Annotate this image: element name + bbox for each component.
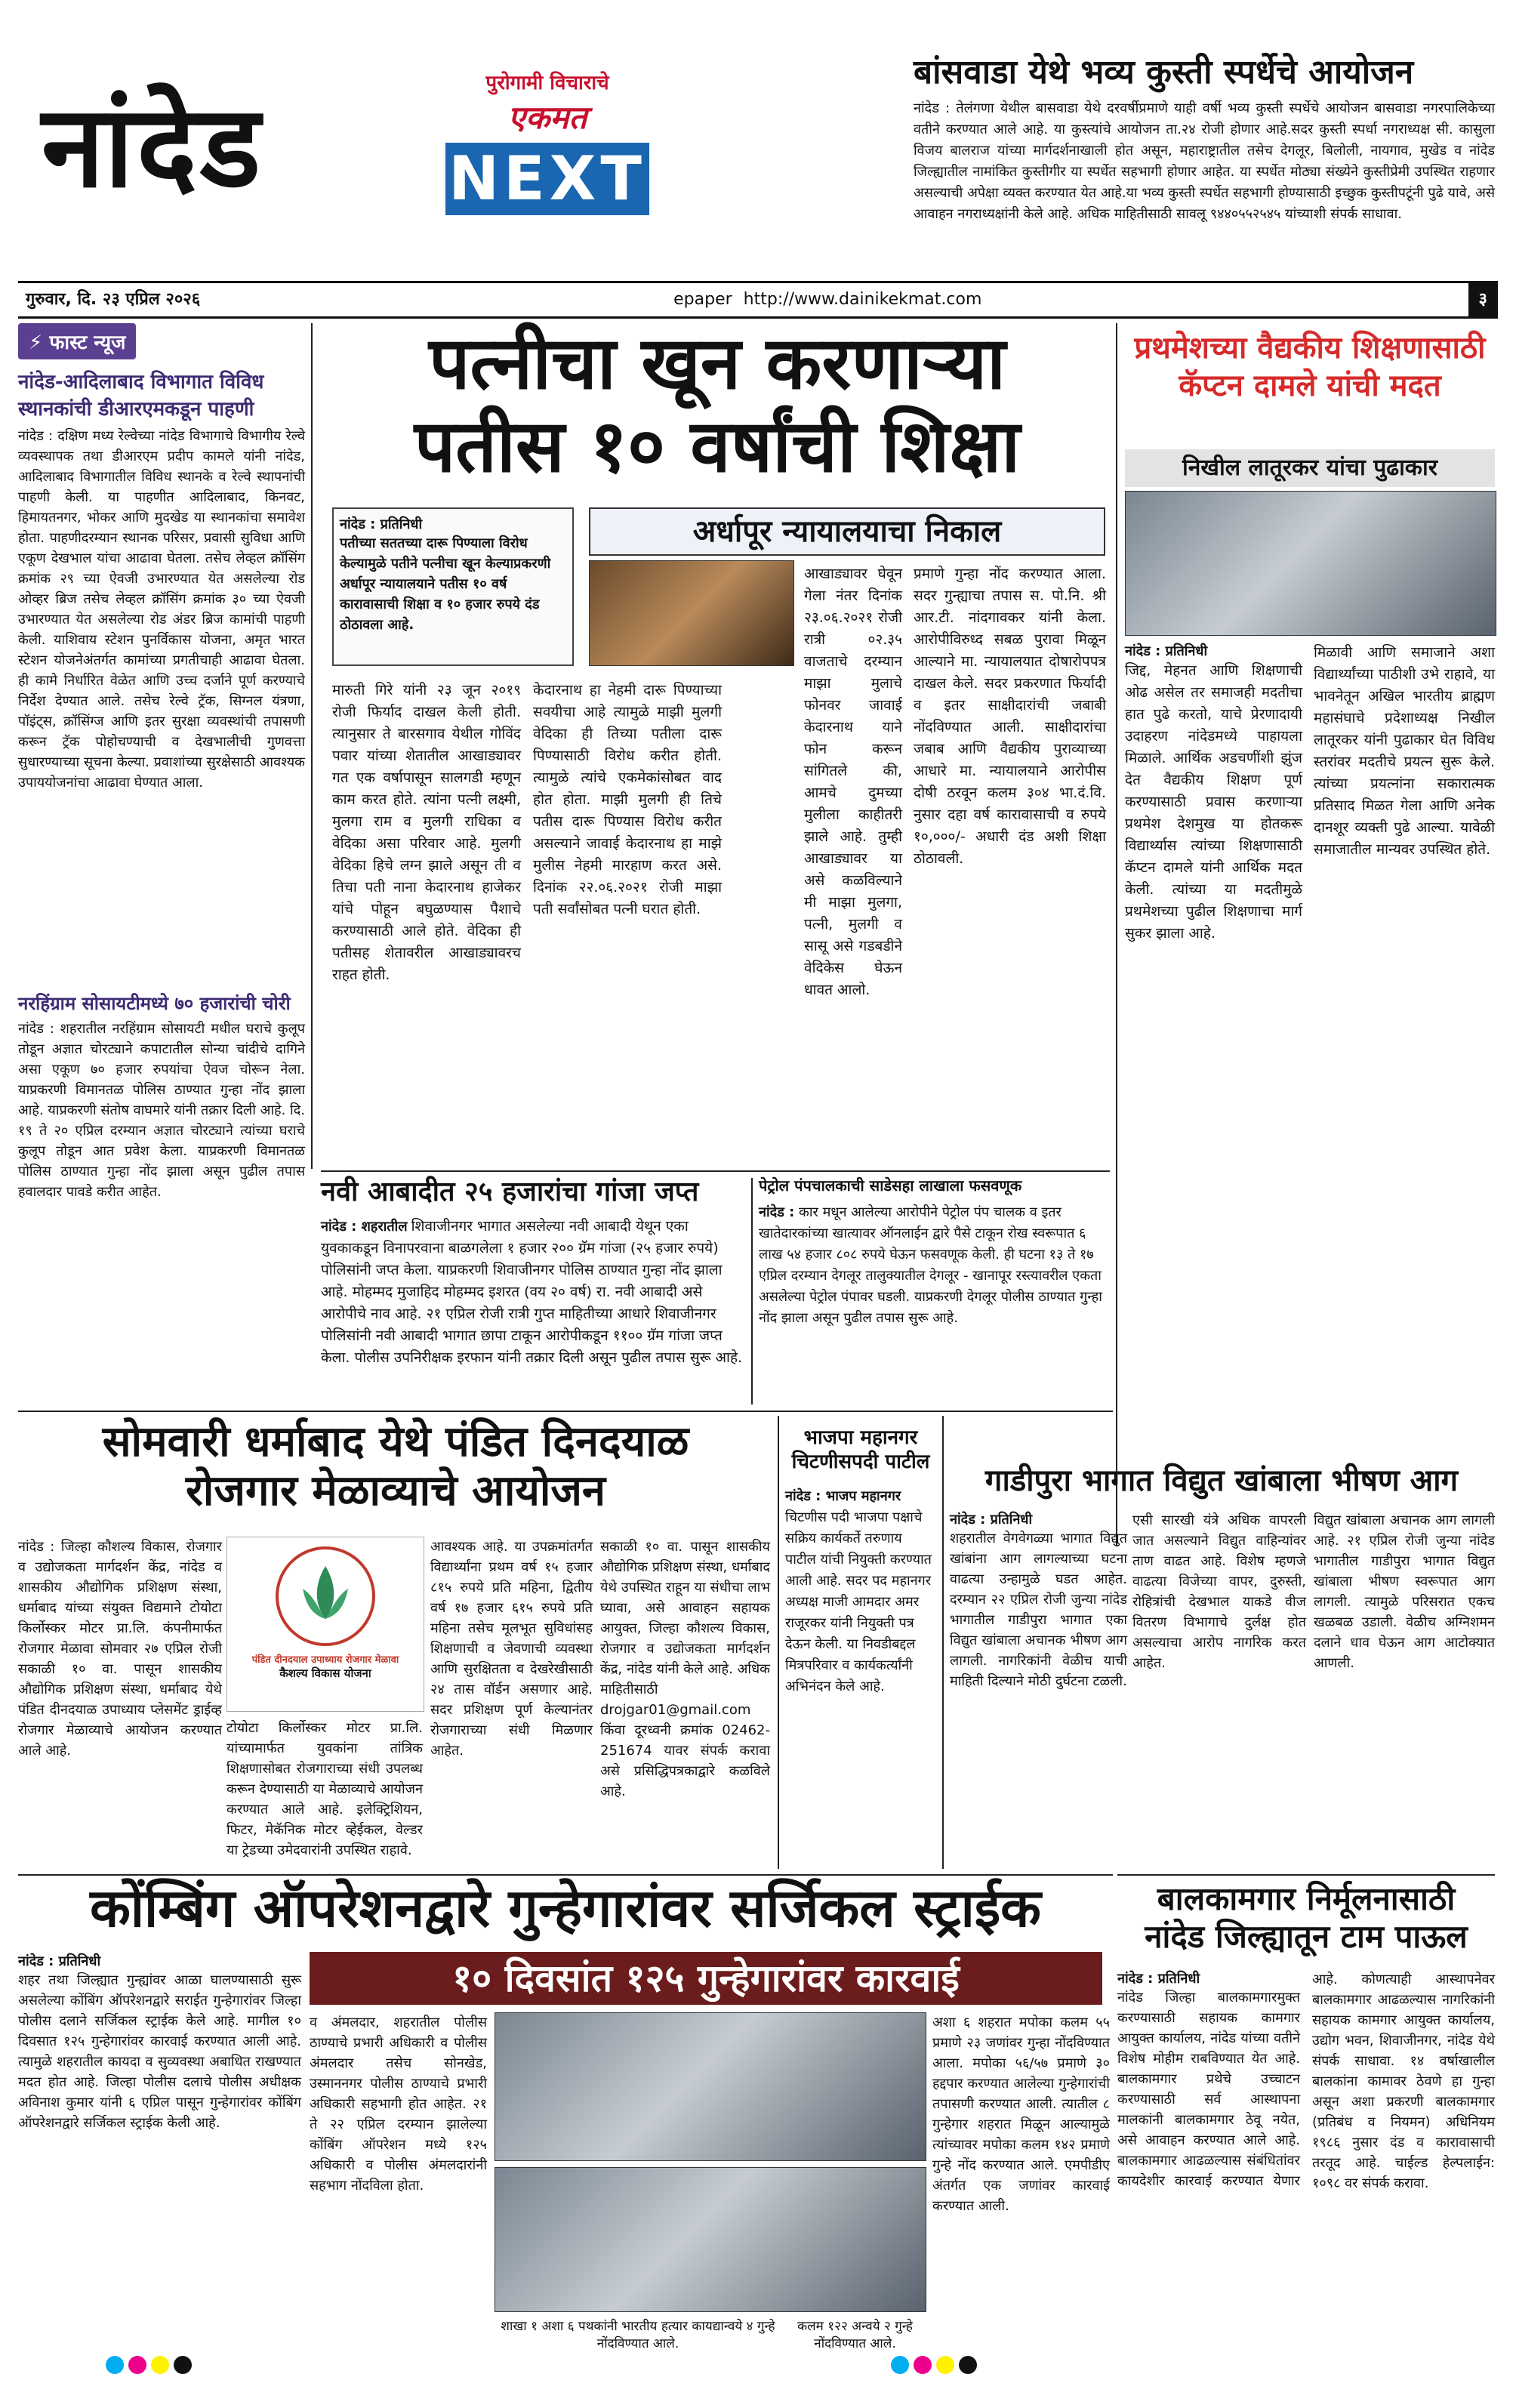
ganja-body: शिवाजीनगर भागात असलेल्या नवी आबादी येथून एका युवकाकडून विनापरवाना बाळगलेला १ हजार २०० ग्रॅम गांजा (२५ हजार रुपये) पोलिसांनी जप्त केला. याप्रकरणी शिवाजीनगर पोलिस ठाण्यात गुन्हा नोंद झाला आहे. मोहम्मद मुजाहिद मोहम्मद इशरत (वय २० वर्ष) रा. नवी आबादी असे आरोपीचे नाव आहे. २१ एप्रिल रोजी रात्री गुप्त माहितीच्या आधारे शिवाजीनगर पोलिसांनी नवी आबादी भागात छापा टाकून आरोपीकडून ११०० ग्रॅम गांजा जप्त केला. पोलीस उपनिरीक्षक इरफान यांनी तक्रार दिली असून पुढील तपास सुरू आहे.: [321, 1218, 743, 1366]
registration-dot: [914, 2356, 932, 2374]
captain-headline-line2: कॅप्टन दामले यांची मदत: [1179, 368, 1441, 403]
bjp-headline-line2: चिटणीसपदी पाटील: [791, 1451, 930, 1473]
wife-case-col1: मारुती गिरे यांनी २३ जून २०१९ रोजी फिर्याद दाखल केली होती. त्यानुसार ते बारसगाव येथील गोविंद पवार यांच्या शेतातील आखाड्यावर गत एक वर्षापासून सालगडी म्हणून काम करत होते. त्यांना पत्नी लक्ष्मी, मुलगा राम व मुलगी राधिका व वेदिका असा परिवार आहे. मुलगी वेदिका हिचे लग्न झाले असून ती व तिचा पती नाना केदारनाथ हाजेकर यांचे पोहून बघुळण्यास पैशाचे करण्यासाठी आले होते. वेदिका ही पतीसह शेतावरील आखाड्यावरच राहत होती.: [332, 682, 521, 983]
ganja-story: [321, 1216, 744, 1404]
combing-byline: नांदेड : प्रतिनिधी: [18, 1953, 101, 1969]
ganja-byline: नांदेड : शहरातील: [321, 1219, 408, 1235]
combing-col1: शहर तथा जिल्ह्यात गुन्ह्यांवर आळा घालण्यासाठी सुरू असलेल्या कोंबिंग ऑपरेशनद्वारे सराईत गुन्हेगारांवर जिल्हा पोलीस दलाने सर्जिकल स्ट्राईक केले आहे. मागील १० दिवसात १२५ गुन्हेगारांवर कारवाई करण्यात आली आहे. त्यामुळे शहरातील कायदा व सुव्यवस्था अबाधित राखण्यात मदत होत आहे. जिल्हा पोलीस दलाचे पोलीस अधीक्षक अविनाश कुमार यांनी ६ एप्रिल पासून गुन्हेगारांवर कोंबिंग ऑपरेशनद्वारे सर्जिकल स्ट्राईक केली आहे.: [18, 1972, 301, 2131]
combing-photo-1: [495, 2012, 926, 2161]
masthead-title: नांदेड: [42, 82, 264, 213]
somwari-col2: टोयोटा किर्लोस्कर मोटर प्रा.लि. यांच्यामार्फत युवकांना तांत्रिक शिक्षणासोबत रोजगाराच्या संधी उपलब्ध करून देण्यासाठी या मेळाव्याचे आयोजन करण्यात आले आहे. इलेक्ट्रिशियन, फिटर, मेकॅनिक मोटर व्हेईकल, वेल्डर या ट्रेडच्या उमेदवारांनी उपस्थित राहावे.: [226, 1720, 423, 1858]
fast-news-item2-title: नरहिंग्राम सोसायटीमध्ये ७० हजारांची चोरी: [18, 993, 291, 1014]
kusti-body: नांदेड : तेलंगणा येथील बासवाडा येथे दरवर्षीप्रमाणे याही वर्षी भव्य कुस्ती स्पर्धेचे आयोजन बासवाडा नगरपालिकेच्या वतीने करण्यात आले आहे. या कुस्त्यांचे आयोजन ता.२४ रोजी होणार आहे.सदर कुस्ती स्पर्धा नगराध्यक्ष सी. कासुला विजय बालराज यांच्या मार्गदर्शनाखाली होत असून, महाराष्ट्रातील तसेच देगलूर, बिलोली, नायगाव, मुखेड व नांदेड जिल्ह्यातील नामांकित कुस्तीगीर या स्पर्धेत सहभागी होणार आहेत. या स्पर्धेत मोठ्या संख्येने कुस्तीप्रेमी उपस्थित राहणार असल्याची अपेक्षा व्यक्त करण्यात येत आहे.या भव्य कुस्ती स्पर्धेत सहभागी होण्यासाठी इच्छुक कुस्तीपटूंनी पुढे यावे, असे आवाहन नगराध्यक्षांनी केले आहे. अधिक माहितीसाठी सावलू ९४४०५५२५४५ यांच्याशी संपर्क साधावा.: [914, 100, 1495, 222]
gadipura-col3: विद्युत खांबाला अचानक आग लागली आहे. २१ एप्रिल रोजी जुन्या नांदेड भागातील गाडीपुरा भागात विद्युत खांबाला भीषण स्वरूपात आग लागली. त्यामुळे परिसरात एकच खळबळ उडाली. वेळीच अग्निशमन दलाने धाव घेऊन आग आटोक्यात आणली.: [1314, 1512, 1495, 1671]
wife-case-col3: आखाड्यावर घेवून गेला नंतर दिनांक २३.०६.२०२१ रोजी रात्री ०२.३५ वाजताचे दरम्यान माझा मुलाचे फोनवर जावाई केदारनाथ याने फोन करून सांगितले की, आमचे दुमच्या मुलीला काहीतरी झाले आहे. तुम्ही आखाड्यावर या असे कळविल्याने मी माझा मुलगा, पत्नी, मुलगी व सासू असे गडबडीने वेदिकेस घेऊन धावत आलो.: [804, 566, 902, 998]
petrol-body: कार मधून आलेल्या आरोपीने पेट्रोल पंप चालक व इतर खातेदारकांच्या खात्यावर ऑनलाईन द्वारे पैसे टाकून रोख स्वरूपात ६ लाख ५४ हजार ८०८ रुपये घेऊन फसवणूक केली. ही घटना १३ ते १७ एप्रिल दरम्यान देगलूर तालुक्यातील देगलूर - खानापूर रस्त्यावरील एकता असलेल्या पेट्रोल पंपावर घडली. याप्रकरणी देगलूर पोलीस ठाण्यात गुन्हा नोंद झाला असून पुढील तपास सुरू आहे.: [759, 1204, 1102, 1326]
logo-text: पंडित दीनदयाल उपाध्याय रोजगार मेळावा: [251, 1654, 399, 1666]
wife-case-subhead: अर्धापूर न्यायालयाचा निकाल: [589, 507, 1105, 556]
gadipura-byline: नांदेड : प्रतिनिधी: [950, 1512, 1033, 1528]
epaper-label: epaper: [673, 290, 732, 309]
dateline-bar: [18, 281, 1498, 319]
bjp-headline-line1: भाजपा महानगर: [803, 1426, 918, 1449]
fast-news-item2-body: नांदेड : शहरातील नरहिंग्राम सोसायटी मधील घराचे कुलूप तोडून अज्ञात चोरट्याने कपाटातील सोन्या चांदीचे दागिने असा एकूण ७० हजार रुपयांचा ऐवज चोरून नेला. याप्रकरणी विमानतळ पोलिस ठाण्यात गुन्हा नोंद झाला आहे. याप्रकरणी संतोष वाघमारे यांनी तक्रार दिली आहे. दि. १९ ते २० एप्रिल दरम्यान अज्ञात चोरट्याने त्यांच्या घराचे कुलूप तोडून आत प्रवेश केला. याप्रकरणी विमानतळ पोलिस ठाण्यात गुन्हा नोंद झाला असून पुढील तपास हवालदार पावडे करीत आहेत.: [18, 1021, 305, 1200]
somwari-col4: सकाळी १० वा. पासून शासकीय औद्योगिक प्रशिक्षण संस्था, धर्माबाद येथे उपस्थित राहून या संधीचा लाभ घ्यावा, असे आवाहन सहायक आयुक्त, जिल्हा कौशल्य विकास, रोजगार व उद्योजकता मार्गदर्शन केंद्र, नांदेड यांनी केले आहे. अधिक माहितीसाठी drojgar01@gmail.com किंवा दूरध्वनी क्रमांक 02462-251674 यावर संपर्क करावा असे प्रसिद्धिपत्रकाद्वारे कळविले आहे.: [600, 1539, 770, 1799]
brand-tagline: पुरोगामी विचाराचे: [485, 72, 609, 94]
rojgar-logo: [226, 1537, 424, 1712]
fast-news-item1-body: नांदेड : दक्षिण मध्य रेल्वेच्या नांदेड विभागाचे विभागीय रेल्वे व्यवस्थापक तथा डीआरएम प्रदीप कामले यांनी नांदेड, आदिलाबाद विभागातील विविध स्थानके व रेल्वे स्थापनांची पाहणी केली. या पाहणीत आदिलाबाद, किनवट, हिमायतनगर, भोकर आणि मुदखेड या स्थानकांचा समावेश होता. पाहणीदरम्यान स्थानक परिसर, प्रवासी सुविधा आणि एकूण देखभाल यांचा आढावा घेतला. तसेच लेव्हल क्रॉसिंग क्रमांक २९ च्या ऐवजी उभारण्यात येत असलेल्या रोड ओव्हर ब्रिज तसेच लेव्हल क्रॉसिंग क्रमांक ३० च्या ऐवजी उभारण्यात येत असलेल्या रोड अंडर ब्रिज कामांची पाहणी केली. याशिवाय स्टेशन पुनर्विकास योजना, अमृत भारत स्टेशन योजनेअंतर्गत कामांच्या प्रगतीचाही आढावा घेतला. ही कामे निर्धारित वेळेत आणि उच्च दर्जाने पूर्ण करण्याचे निर्देश देण्यात आले. तसेच रेल्वे ट्रॅक, सिग्नल यंत्रणा, पॉइंट्स, क्रॉसिंग्ज आणि इतर सुरक्षा व्यवस्थांची तपासणी करून ट्रॅक पोहोचण्याची व देखभालीची गुणवत्ता सुधारण्याच्या सूचना केल्या. प्रवाशांच्या सुरक्षेसाठी आवश्यक उपाययोजनांचा आढावा घेण्यात आला.: [18, 428, 305, 791]
combing-col1-wrap: [18, 1952, 301, 2352]
bjp-body: चिटणीस पदी भाजपा पक्षाचे सक्रिय कार्यकर्ते तरुणाय पाटील यांची नियुक्ती करण्यात आली आहे. सदर पद महानगर अध्यक्ष माजी आमदार अमर राजूरकर यांनी नियुक्ती पत्र देऊन केली. या निवडीबद्दल मित्रपरिवार व कार्यकर्त्यांनी अभिनंदन केले आहे.: [785, 1509, 932, 1694]
registration-dot: [174, 2356, 192, 2374]
wife-case-col2: केदारनाथ हा नेहमी दारू पिण्याच्या सवयीचा आहे त्यामुळे माझी मुलगी वेदिका ही तिच्या पतीला दारू पिण्यासाठी विरोध करीत होती. त्यामुळे त्यांचे एकमेकांसोबत वाद होत होता. माझी मुलगी ही तिचे पतीस दारू पिण्यास विरोध करीत असल्याने जावाई केदारनाथ हा माझे मुलीस नेहमी मारहाण करत असे. दिनांक २२.०६.२०२१ रोजी माझा पती सर्वांसोबत पत्नी घरात होती.: [533, 682, 722, 917]
registration-dot: [959, 2356, 977, 2374]
combing-headline: कोंम्बिंग ऑपरेशनद्वारे गुन्हेगारांवर सर्जिकल स्ट्राईक: [90, 1877, 1041, 1939]
logo-caption: कैशल्य विकास योजना: [279, 1666, 371, 1680]
petrol-story: [759, 1202, 1110, 1406]
ganja-headline: नवी आबादीत २५ हजारांचा गांजा जप्त: [321, 1176, 699, 1207]
gadipura-col1: शहरातील वेगवेगळ्या भागात विद्युत खांबांना आग लागल्याच्या घटना वाढत्या उन्हामुळे घडत आहेत. दरम्यान २२ एप्रिल रोजी जुन्या नांदेड भागातील गाडीपुरा भागात एका विद्युत खांबाला अचानक भीषण आग लागली. नागरिकांनी वेळीच याची माहिती दिल्याने मोठी दुर्घटना टळली.: [950, 1531, 1127, 1689]
somwari-col3: आवश्यक आहे. या उपक्रमांतर्गत विद्यार्थ्यांना प्रथम वर्ष १५ हजार ८१५ रुपये प्रति महिना, द्वितीय वर्ष १७ हजार ६१५ रुपये प्रति महिना तसेच मूलभूत सुविधांसह शिक्षणाची व जेवणाची व्यवस्था आणि सुरक्षितता व देखरेखीसाठी २४ तास वॉर्डन असणार आहे. सदर प्रशिक्षण पूर्ण केल्यानंतर रोजगाराच्या संधी मिळणार आहेत.: [430, 1539, 593, 1759]
child-labour-byline: नांदेड : प्रतिनिधी: [1117, 1971, 1200, 1987]
registration-dot: [128, 2356, 146, 2374]
wife-case-byline: नांदेड : प्रतिनिधी: [340, 516, 423, 532]
fast-news-column: [18, 323, 305, 1200]
combing-photo1-caption: शाखा १ अशा ६ पथकांनी भारतीय हत्यार कायद्यान्वये ४ गुन्हे नोंदविण्यात आले.: [501, 2319, 775, 2351]
child-labour-body: नांदेड जिल्हा बालकामगारमुक्त करण्यासाठी सहायक कामगार आयुक्त कार्यालय, नांदेड यांच्या वतीने विशेष मोहीम राबविण्यात येत आहे. बालकामगार प्रथेचे उच्चाटन करण्यासाठी सर्व आस्थापना मालकांनी बालकामगार ठेवू नयेत, असे आवाहन करण्यात आले आहे. बालकामगार आढळल्यास संबंधितांवर कायदेशीर कारवाई करण्यात येणार आहे. कोणत्याही आस्थापनेवर बालकामगार आढळल्यास नागरिकांनी सहायक कामगार आयुक्त कार्यालय, उद्योग भवन, शिवाजीनगर, नांदेड येथे संपर्क साधावा. १४ वर्षाखालील बालकांना कामावर ठेवणे हा गुन्हा असून अशा प्रकरणी बालकामगार (प्रतिबंध व नियमन) अधिनियम १९८६ नुसार दंड व कारावासाची तरतूद आहे. चाईल्ड हेल्पलाईन: १०९८ वर संपर्क करावा.: [1117, 1972, 1495, 2191]
wife-case-lead: पतीच्या सततच्या दारू पिण्याला विरोध केल्यामुळे पतीने पत्नीचा खून केल्याप्रकरणी अर्धापूर न्यायालयाने पतीस १० वर्ष कारावासाची शिक्षा व १० हजार रुपये दंड ठोठावला आहे.: [340, 535, 551, 633]
captain-byline: नांदेड : प्रतिनिधी: [1125, 643, 1208, 659]
fast-news-item1-title: नांदेड-आदिलाबाद विभागात विविध स्थानकांची डीआरएमकडून पाहणी: [18, 371, 264, 421]
captain-col1: [1125, 642, 1302, 1540]
captain-subhead: निखील लातूरकर यांचा पुढाकार: [1125, 449, 1495, 487]
registration-dot: [151, 2356, 169, 2374]
gadipura-col1-wrap: [950, 1510, 1127, 1865]
lotus-icon: [273, 1543, 378, 1649]
issue-date: गुरुवार, दि. २३ एप्रिल २०२६: [26, 290, 201, 309]
petrol-headline: पेट्रोल पंपचालकाची साडेसहा लाखाला फसवणूक: [759, 1176, 1022, 1195]
petrol-byline: नांदेड :: [759, 1204, 795, 1220]
combing-photo2-caption: कलम १२२ अन्वये २ गुन्हे नोंदविण्यात आले.: [797, 2319, 913, 2351]
wife-case-lead-box: [332, 507, 574, 666]
somwari-col1: नांदेड : जिल्हा कौशल्य विकास, रोजगार व उद्योजकता मार्गदर्शन केंद्र, नांदेड व शासकीय औद्योगिक प्रशिक्षण संस्था, धर्माबाद यांच्या संयुक्त विद्यमाने टोयोटा किर्लोस्कर मोटर प्रा.लि. कंपनीमार्फत रोजगार मेळावा सोमवार २७ एप्रिल रोजी सकाळी १० वा. पासून शासकीय औद्योगिक प्रशिक्षण संस्था, धर्माबाद येथे पंडित दीनदयाळ उपाध्याय प्लेसमेंट ड्राईव्ह रोजगार मेळाव्याचे आयोजन करण्यात आले आहे.: [18, 1539, 222, 1759]
epaper-url[interactable]: http://www.dainikekmat.com: [743, 290, 982, 309]
captain-headline-line1: प्रथमेशच्या वैद्यकीय शिक्षणासाठी: [1134, 331, 1486, 365]
gadipura-col2: एसी सारखी यंत्रे अधिक वापरली जात असल्याने विद्युत वाहिन्यांवर ताण वाढत आहे. विशेष म्हणजे वाढत्या विजेच्या वापर, दुरुस्ती, रोहित्रांची देखभाल याकडे वीज वितरण विभागाचे दुर्लक्ष होत असल्याचा आरोप नागरिक करत आहेत.: [1132, 1512, 1306, 1671]
bjp-story: [785, 1486, 936, 1867]
wife-case-col4: प्रमाणे गुन्हा नोंद करण्यात आला. सदर गुन्ह्याचा तपास स. पो.नि. श्री आर.टी. नांदगावकर यांनी केला. आरोपीविरुध्द सबळ पुरावा मिळून आल्याने मा. न्यायालयात दोषारोपपत्र दाखल केले. सदर प्रकरणात फिर्यादी व इतर साक्षीदारांची जबाबी नोंदविण्यात आली. साक्षीदारांचा जबाब आणि वैद्यकीय पुराव्याच्या आधारे मा. न्यायालयाने आरोपीस दोषी ठरवून कलम ३०४ भा.दं.वि. नुसार दहा वर्ष कारावासाची व रुपये १०,०००/- अधारी दंड अशी शिक्षा ठोठावली.: [914, 566, 1106, 867]
ekmat-logo: [445, 68, 649, 214]
registration-dot: [106, 2356, 124, 2374]
child-labour-headline-line2: नांदेड जिल्ह्यातून टाम पाऊल: [1145, 1918, 1468, 1955]
wife-case-headline-line2: पतीस १० वर्षांची शिक्षा: [414, 404, 1021, 489]
somwari-headline-line1: सोमवारी धर्माबाद येथे पंडित दिनदयाळ: [102, 1417, 689, 1466]
gadipura-headline: गाडीपुरा भागात विद्युत खांबाला भीषण आग: [984, 1463, 1459, 1498]
registration-dot: [936, 2356, 954, 2374]
captain-col1-text: जिद्द, मेहनत आणि शिक्षणाची ओढ असेल तर समाजही मदतीचा हात पुढे करतो, याचे प्रेरणादायी उदाहरण नांदेडमध्ये पाहायला मिळाले. आर्थिक अडचणींशी झुंज देत वैद्यकीय शिक्षण पूर्ण करण्यासाठी प्रवास करणाऱ्या प्रथमेश देशमुख या होतकरू विद्यार्थ्यास त्यांच्या शिक्षणासाठी कॅप्टन दामले यांनी आर्थिक मदत केली. त्यांच्या या मदतीमुळे प्रथमेशच्या पुढील शिक्षणाचा मार्ग सुकर झाला आहे.: [1125, 662, 1302, 942]
somwari-headline-line2: रोजगार मेळाव्याचे आयोजन: [186, 1466, 605, 1515]
captain-photo: [1125, 491, 1496, 636]
registration-dot: [891, 2356, 909, 2374]
bjp-byline: नांदेड : भाजप महानगर: [785, 1488, 901, 1504]
child-labour-headline-line1: बालकामगार निर्मूलनासाठी: [1157, 1880, 1456, 1917]
captain-col2: मिळावी आणि समाजाने अशा विद्यार्थ्यांच्या पाठीशी उभे राहावे, या भावनेतून अखिल भारतीय ब्राह्मण महासंघाचे प्रदेशाध्यक्ष निखील लातूरकर यांनी पुढाकार घेत विविध स्तरांवर मदतीचे प्रयत्न सुरू केले. त्यांच्या प्रयत्नांना सकारात्मक प्रतिसाद मिळत गेला आणि अनेक दानशूर व्यक्ती पुढे आल्या. यावेळी समाजातील मान्यवर उपस्थित होते.: [1314, 644, 1495, 858]
kusti-headline: बांसवाडा येथे भव्य कुस्ती स्पर्धेचे आयोजन: [914, 53, 1414, 91]
gavel-image: [589, 560, 794, 666]
combing-photo-2: [495, 2167, 926, 2312]
combing-col3: अशा ६ शहरात मपोका कलम ५५ प्रमाणे २३ जणांवर गुन्हा नोंदविण्यात आला. मपोका ५६/५७ प्रमाणे ३० हद्दपार करण्यात आलेल्या गुन्हेगारांची तपासणी करण्यात आली. त्यातील ८ गुन्हेगार शहरात मिळून आल्यामुळे त्यांच्यावर मपोका कलम १४२ प्रमाणे गुन्हे नोंद करण्यात आले. एमपीडीए अंतर्गत एक जणांवर कारवाई करण्यात आली.: [932, 2015, 1110, 2214]
kusti-story: [914, 54, 1495, 273]
child-labour-story: [1117, 1969, 1495, 2347]
fast-news-label: ⚡ फास्ट न्यूज: [18, 323, 136, 359]
page-number: ३: [1468, 283, 1498, 316]
wife-case-headline-line1: पत्नीचा खून करणाऱ्या: [428, 321, 1006, 405]
combing-col2: व अंमलदार, शहरातील पोलीस ठाण्याचे प्रभारी अधिकारी व पोलीस अंमलदार तसेच सोनखेड, उस्माननगर पोलीस ठाण्याचे प्रभारी अधिकारी सहभागी होत आहेत. २१ ते २२ एप्रिल दरम्यान झालेल्या कोंबिंग ऑपरेशन मध्ये १२५ अधिकारी व पोलीस अंमलदारांनी सहभाग नोंदविला होता.: [310, 2015, 487, 2194]
bolt-icon: ⚡: [29, 331, 50, 354]
brand-name: एकमत: [507, 99, 587, 136]
brand-next: NEXT: [445, 143, 649, 215]
combing-banner: १० दिवसांत १२५ गुन्हेगारांवर कारवाई: [310, 1952, 1102, 2005]
